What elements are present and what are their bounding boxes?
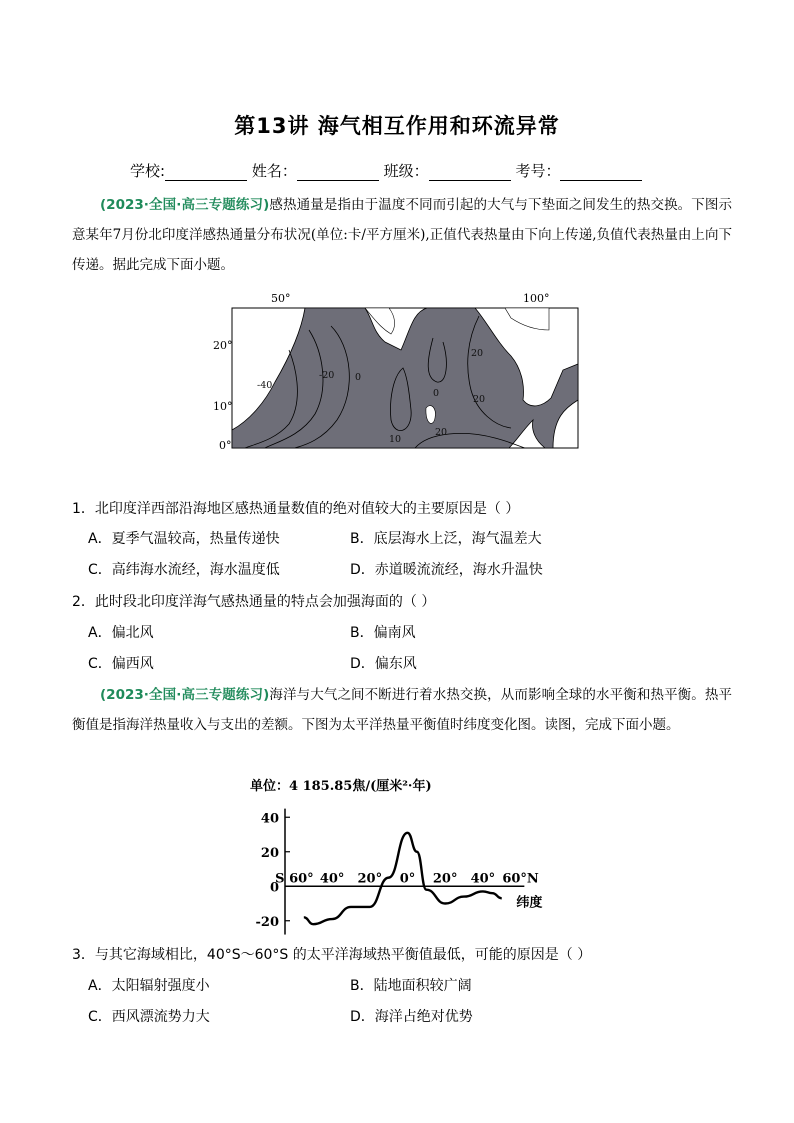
question-1-option-d[interactable]: D．赤道暖流流经，海水升温快 [350, 562, 543, 578]
heat-flux-map [205, 290, 595, 456]
question-3-option-c[interactable]: C．西风漂流势力大 [88, 1009, 210, 1025]
x-tick-label: 60°N [502, 871, 539, 887]
map-contour-label: 0 [355, 372, 362, 383]
class-field[interactable] [429, 164, 511, 181]
y-tick-label: 20 [260, 845, 279, 861]
name-label: 姓名： [251, 162, 297, 180]
question-2-stem: 2．此时段北印度洋海气感热通量的特点会加强海面的（ ） [72, 594, 436, 610]
x-tick-label: 20° [357, 871, 383, 887]
map-contour-label: -20 [319, 370, 335, 381]
map-contour-label: 20 [435, 427, 448, 438]
passage-1-source: (2023·全国·高三专题练习) [100, 197, 270, 213]
question-1-option-a[interactable]: A．夏季气温较高，热量传递快 [88, 531, 280, 547]
heat-balance-chart [240, 770, 560, 940]
x-tick-label: 40° [470, 871, 496, 887]
exam-number-field[interactable] [560, 164, 642, 181]
x-tick-label: 40° [319, 871, 345, 887]
question-3-stem: 3．与其它海域相比，40°S～60°S 的太平洋海域热平衡值最低，可能的原因是（ ） [72, 947, 592, 963]
student-info-row [130, 160, 642, 181]
question-2-option-d[interactable]: D．偏东风 [350, 656, 417, 672]
page-title: 第13讲 海气相互作用和环流异常 [234, 114, 560, 138]
passage-2-text: 海洋与大气之间不断进行着水热交换，从而影响全球的水平衡和热平衡。热平衡值是指海洋热量收入与支出的差额。下图为太平洋热量平衡值时纬度变化图。读图，完成下面小题。 [72, 687, 733, 733]
y-tick-label: -20 [255, 914, 279, 930]
map-contour-label: -40 [257, 380, 273, 391]
passage-1-text: 感热通量是指由于温度不同而引起的大气与下垫面之间发生的热交换。下图示意某年7月份北印度洋感热通量分布状况(单位:卡/平方厘米),正值代表热量由下向上传递,负值代表热量由上向下传递。据此完成下面小题。 [72, 197, 733, 273]
x-tick-label: 0° [399, 871, 416, 887]
school-field[interactable] [165, 164, 247, 181]
map-lat-label-10: 10° [213, 400, 233, 413]
y-tick-label: 40 [260, 811, 279, 827]
x-tick-label: S 60° [275, 871, 314, 887]
chart-unit-label: 单位：4 185.85焦/(厘米²·年) [250, 779, 432, 794]
map-lon-label-50: 50° [271, 292, 291, 305]
question-3-option-d[interactable]: D．海洋占绝对优势 [350, 1009, 473, 1025]
passage-1 [72, 190, 732, 280]
question-3-option-a[interactable]: A．太阳辐射强度小 [88, 978, 210, 994]
question-2-option-b[interactable]: B．偏南风 [350, 625, 416, 641]
map-contour-label: 10 [389, 434, 402, 445]
map-contour-label: 0 [433, 388, 440, 399]
school-label: 学校: [130, 162, 166, 180]
exam-label: 考号： [515, 162, 561, 180]
question-2-option-c[interactable]: C．偏西风 [88, 656, 154, 672]
question-3-option-b[interactable]: B．陆地面积较广阔 [350, 978, 472, 994]
class-label: 班级： [383, 162, 429, 180]
question-1-option-c[interactable]: C．高纬海水流经，海水温度低 [88, 562, 280, 578]
passage-2 [72, 680, 732, 740]
map-contour-label: 20 [473, 394, 486, 405]
passage-2-source: (2023·全国·高三专题练习) [100, 687, 270, 703]
x-axis-label: 纬度 [516, 895, 543, 911]
map-lat-label-0: 0° [219, 439, 232, 452]
question-1-stem: 1．北印度洋西部沿海地区感热通量数值的绝对值较大的主要原因是（ ） [72, 501, 520, 517]
x-tick-label: 20° [432, 871, 458, 887]
question-1-option-b[interactable]: B．底层海水上泛，海气温差大 [350, 531, 542, 547]
map-lon-label-100: 100° [523, 292, 550, 305]
map-lat-label-20: 20° [213, 339, 233, 352]
map-contour-label: 20 [471, 348, 484, 359]
y-tick-label: 0 [269, 880, 279, 896]
question-2-option-a[interactable]: A．偏北风 [88, 625, 154, 641]
name-field[interactable] [297, 164, 379, 181]
